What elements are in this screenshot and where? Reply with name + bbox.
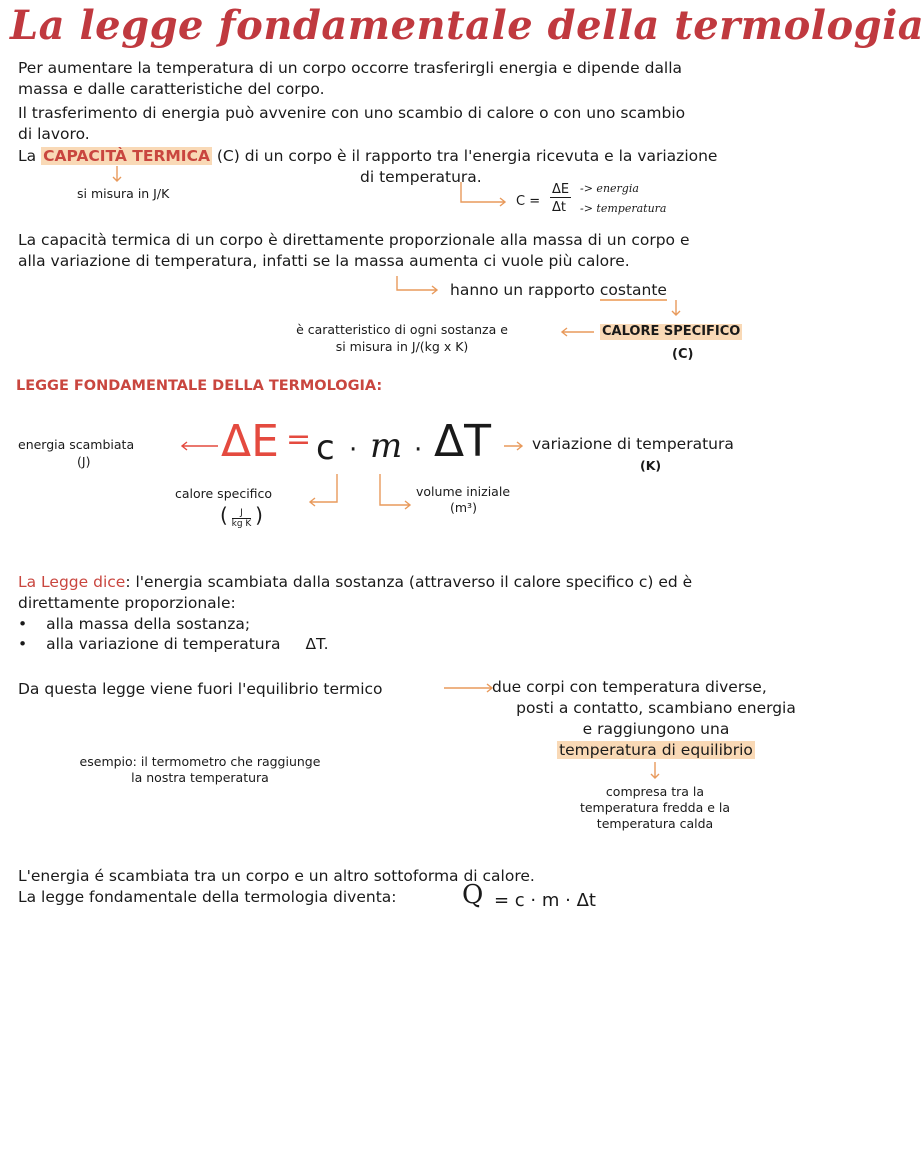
dice-bullet-1-text: alla massa della sostanza; <box>46 615 251 633</box>
equilibrio-r2: posti a contatto, scambiano energia <box>516 699 796 717</box>
formula-dot-2: · <box>414 435 423 465</box>
dice-line-1 <box>18 572 692 592</box>
dice-rest: : l'energia scambiata dalla sostanza (attraverso il calore specifico c) ed è <box>125 573 693 591</box>
dice-line-2: direttamente proporzionale: <box>18 594 236 612</box>
calore-unit-den: kg K <box>231 519 252 529</box>
arrow-calore-left <box>562 328 594 336</box>
dice-bullet-2-text: alla variazione di temperatura <box>46 635 281 653</box>
arrow-equilibrio-down <box>651 762 659 778</box>
equilibrio-r4-wrap <box>484 740 828 760</box>
rapporto-term: costante <box>599 281 667 299</box>
variazione-label: variazione di temperatura <box>532 435 734 453</box>
arrow-variazione-right <box>504 442 522 450</box>
esempio-line-1: esempio: il termometro che raggiunge <box>79 754 321 769</box>
arrow-capacita-down <box>113 166 121 181</box>
formula-lhs: C = <box>516 194 541 209</box>
compresa-line-2: temperatura fredda e la <box>579 800 731 815</box>
calore-specifico-symbol: (C) <box>672 347 694 362</box>
intro-line-1: Per aumentare la temperatura di un corpo occorre trasferirgli energia e dipende dalla <box>18 59 683 77</box>
variazione-unit: (K) <box>640 458 662 473</box>
capacita-prefix: La <box>18 147 37 165</box>
legge-heading: LEGGE FONDAMENTALE DELLA TERMOLOGIA: <box>16 378 383 394</box>
compresa-line-3: temperatura calda <box>596 816 714 831</box>
conclusione-q: Q <box>462 880 484 910</box>
equilibrio-r3: e raggiungono una <box>582 720 730 738</box>
arrow-energia-left <box>182 442 218 450</box>
calore-specifico-term: CALORE SPECIFICO <box>602 324 741 339</box>
capacita-rest: (C) di un corpo è il rapporto tra l'energia ricevuta e la variazione <box>211 147 718 165</box>
equilibrio-intro: Da questa legge viene fuori l'equilibrio termico <box>18 680 383 698</box>
volume-label: volume iniziale <box>416 484 511 499</box>
capacita-line-2: di temperatura. <box>360 168 482 186</box>
capacita-unit: si misura in J/K <box>77 186 170 201</box>
arrow-to-rapporto <box>397 276 437 294</box>
arrow-equilibrio-right <box>444 684 492 692</box>
intro-line-3: Il trasferimento di energia può avvenire con uno scambio di calore o con uno scambio <box>18 104 686 122</box>
esempio-line-2: la nostra temperatura <box>131 770 269 785</box>
calore-label: calore specifico <box>175 486 273 501</box>
intro-line-4: di lavoro. <box>18 125 90 143</box>
dice-delta-symbol: ΔT. <box>305 635 329 653</box>
dice-bullet-1: • alla massa della sostanza; <box>18 615 251 633</box>
rapporto-line <box>450 280 667 300</box>
equilibrio-r1: due corpi con temperatura diverse, <box>492 678 767 696</box>
arrow-costante-down <box>672 300 680 315</box>
formula-equals: = <box>286 422 312 457</box>
caratteristico-line-2: si misura in J/(kg x K) <box>335 339 469 354</box>
arrow-c-to-calore <box>310 474 337 506</box>
calore-unit-num: J <box>232 508 252 519</box>
calore-unit: ( $\frac{J}{\text{kg K}}$ ) <box>220 503 263 529</box>
conclusione-rest: = c · m · Δt <box>494 890 596 911</box>
arrow-m-to-volume <box>380 474 410 509</box>
formula-numerator: ΔE <box>552 182 570 197</box>
formula-m: m <box>370 426 403 466</box>
capacita-term: CAPACITÀ TERMICA <box>43 147 210 165</box>
formula-delta-e: ΔE <box>221 416 279 467</box>
proporzionale-line-2: alla variazione di temperatura, infatti se la massa aumenta ci vuole più calore. <box>18 252 630 270</box>
page-title: La legge fondamentale della termologia <box>10 2 924 49</box>
intro-line-2: massa e dalle caratteristiche del corpo. <box>18 80 325 98</box>
formula-denominator: Δt <box>552 200 566 215</box>
energia-label: energia scambiata <box>18 437 135 452</box>
conclusione-line-2: La legge fondamentale della termologia diventa: <box>18 888 397 906</box>
proporzionale-line-1: La capacità termica di un corpo è direttamente proporzionale alla massa di un corpo e <box>18 231 690 249</box>
note-energy: -> energia <box>580 182 639 195</box>
compresa-line-1: compresa tra la <box>605 784 705 799</box>
note-temperature: -> temperatura <box>580 202 667 215</box>
volume-unit: (m³) <box>450 500 477 515</box>
formula-dot-1: · <box>349 435 358 465</box>
caratteristico-line-1: è caratteristico di ogni sostanza e <box>296 322 508 337</box>
capacita-line-1 <box>18 146 717 166</box>
formula-c: c <box>316 428 335 468</box>
conclusione-line-1: L'energia é scambiata tra un corpo e un altro sottoforma di calore. <box>18 867 535 885</box>
dice-bullet-2: • alla variazione di temperatura ΔT. <box>18 635 329 653</box>
equilibrio-r4: temperatura di equilibrio <box>559 741 753 759</box>
rapporto-prefix: hanno un rapporto <box>450 281 600 299</box>
formula-delta-t: ΔT <box>434 416 491 467</box>
dice-prefix: La Legge dice <box>18 573 126 591</box>
energia-unit: (J) <box>77 454 91 469</box>
